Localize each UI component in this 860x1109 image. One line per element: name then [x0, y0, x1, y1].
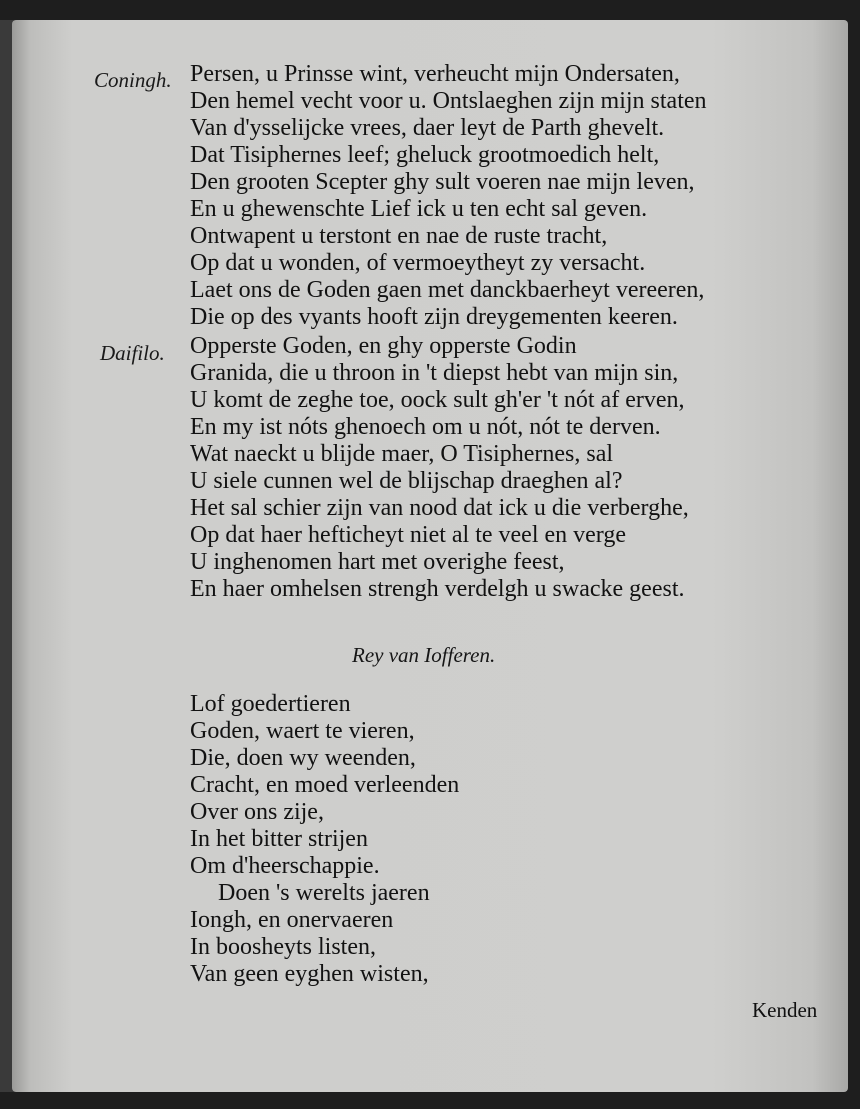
speaker-label-koning: Coningh.: [94, 68, 172, 92]
verse-line: Wat naeckt u blijde maer, O Tisiphernes, sal: [190, 441, 614, 467]
chorus-line: Iongh, en onervaeren: [190, 907, 394, 933]
verse-line: En u ghewenschte Lief ick u ten echt sal geven.: [190, 196, 648, 222]
verse-line: Op dat u wonden, of vermoeytheyt zy versacht.: [190, 250, 646, 276]
chorus-line: Over ons zije,: [190, 799, 324, 825]
chorus-line: Goden, waert te vieren,: [190, 718, 415, 744]
verse-line: U siele cunnen wel de blijschap draeghen al?: [190, 468, 623, 494]
verse-line: Ontwapent u terstont en nae de ruste tracht,: [190, 223, 608, 249]
verse-line: En my ist nóts ghenoech om u nót, nót te derven.: [190, 414, 661, 440]
verse-line: Opperste Goden, en ghy opperste Godin: [190, 333, 577, 359]
speaker-label-daifilo: Daifilo.: [100, 341, 165, 365]
chorus-line: Van geen eyghen wisten,: [190, 961, 429, 987]
verse-line: Laet ons de Goden gaen met danckbaerheyt vereeren,: [190, 277, 705, 303]
verse-line: Die op des vyants hooft zijn dreygementen keeren.: [190, 304, 678, 330]
chorus-line: In het bitter strijen: [190, 826, 368, 852]
catchword: Kenden: [752, 998, 818, 1022]
verse-line: Van d'ysselijcke vrees, daer leyt de Parth ghevelt.: [190, 115, 665, 141]
chorus-heading: Rey van Iofferen.: [352, 643, 496, 667]
chorus-line: Doen 's werelts jaeren: [218, 880, 430, 906]
verse-line: Op dat haer hefticheyt niet al te veel en verge: [190, 522, 627, 548]
verse-line: En haer omhelsen strengh verdelgh u swacke geest.: [190, 576, 685, 602]
chorus-line: In boosheyts listen,: [190, 934, 376, 960]
verse-line: Granida, die u throon in 't diepst hebt van mijn sin,: [190, 360, 679, 386]
verse-line: Den grooten Scepter ghy sult voeren nae mijn leven,: [190, 169, 695, 195]
chorus-line: Lof goedertieren: [190, 691, 351, 717]
verse-line: Het sal schier zijn van nood dat ick u die verberghe,: [190, 495, 689, 521]
verse-line: Dat Tisiphernes leef; gheluck grootmoedich helt,: [190, 142, 660, 168]
chorus-line: Die, doen wy weenden,: [190, 745, 416, 771]
verse-line: U komt de zeghe toe, oock sult gh'er 't nót af erven,: [190, 387, 685, 413]
chorus-line: Cracht, en moed verleenden: [190, 772, 460, 798]
verse-line: U inghenomen hart met overighe feest,: [190, 549, 565, 575]
book-page: [12, 20, 848, 1092]
verse-line: Persen, u Prinsse wint, verheucht mijn Ondersaten,: [190, 61, 680, 87]
verse-line: Den hemel vecht voor u. Ontslaeghen zijn mijn staten: [190, 88, 707, 114]
chorus-line: Om d'heerschappie.: [190, 853, 380, 879]
